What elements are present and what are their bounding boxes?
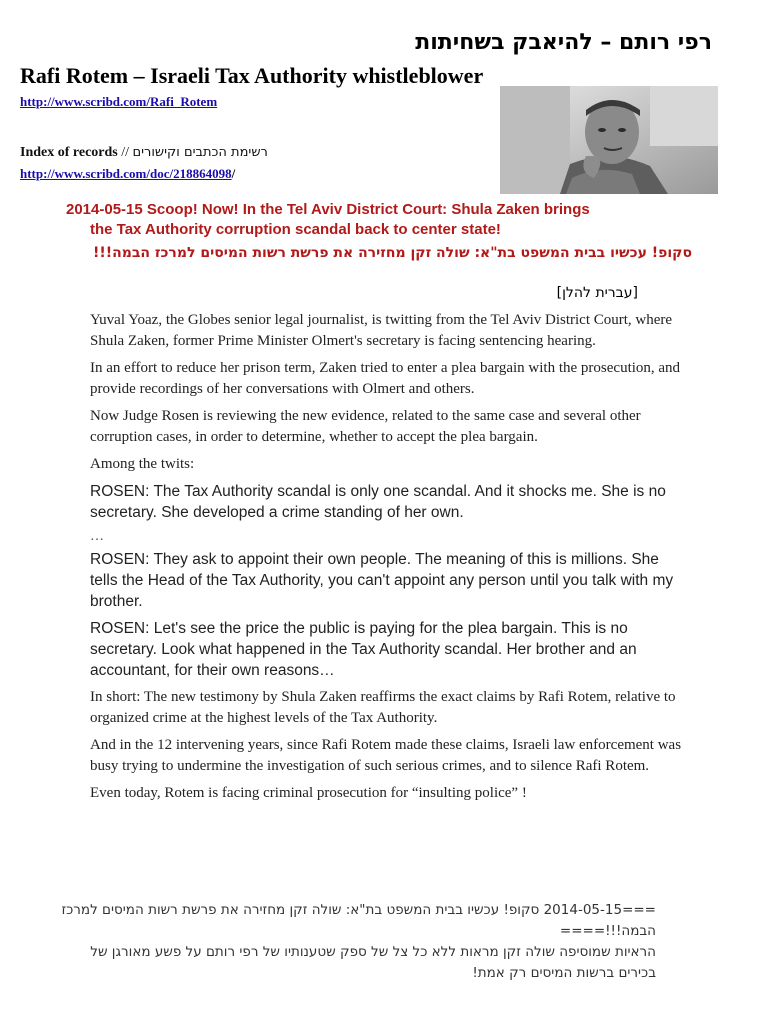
paragraph-intro: Yuval Yoaz, the Globes senior legal journalist, is twitting from the Tel Aviv District Court, where Shula Zaken, former Prime Minister Olmert's secretary is facing sentencing hearing. (90, 312, 673, 349)
portrait-photo (500, 86, 718, 194)
paragraph-in-short: In short: The new testimony by Shula Zaken reaffirms the exact claims by Rafi Rotem, relative to organized crime at the highest levels of the Tax Authority. (90, 689, 676, 726)
index-label: Index of records (20, 145, 118, 160)
index-hebrew-label: רשימת הכתבים וקישורים (132, 145, 268, 160)
paragraph-judge: Now Judge Rosen is reviewing the new evidence, related to the same case and several other corruption cases, in order to determine, whether to accept the plea bargain. (90, 408, 641, 445)
hebrew-footer-line1: ===2014-05-15 סקופ! עכשיו בבית המשפט בת"א: שולה זקן מחזירה את פרשת רשות המיסים למרכז הבמה!!!==== (61, 902, 656, 939)
quote-rosen-3: ROSEN: Let's see the price the public is paying for the plea bargain. This is no secretary. Look what happened in the Tax Authority scandal. Her brother and an accountant, for their own reasons… (90, 620, 637, 679)
scoop-headline-line2: the Tax Authority corruption scandal back to center state! (90, 221, 501, 238)
profile-link[interactable]: http://www.scribd.com/Rafi_Rotem (20, 94, 218, 109)
index-of-records-line (20, 145, 268, 161)
quote-ellipsis: … (90, 529, 104, 544)
paragraph-twelve-years: And in the 12 intervening years, since Rafi Rotem made these claims, Israeli law enforcement was busy trying to undermine the investigation of such serious crimes, and to silence Rafi Rotem. (90, 737, 682, 774)
article-body (90, 310, 690, 810)
hebrew-footer (56, 900, 656, 984)
index-link-line (20, 165, 235, 183)
index-separator: // (117, 145, 133, 160)
quote-rosen-1: ROSEN: The Tax Authority scandal is only one scandal. And it shocks me. She is no secretary. She developed a crime standing of her own. (90, 483, 666, 521)
scoop-headline-english (66, 200, 686, 240)
hebrew-title: רפי רותם – להיאבק בשחיתות (415, 30, 712, 55)
paragraph-plea: In an effort to reduce her prison term, Zaken tried to enter a plea bargain with the prosecution, and provide recordings of her conversations with Olmert and others. (90, 360, 681, 397)
quote-rosen-2: ROSEN: They ask to appoint their own people. The meaning of this is millions. She tells the Head of the Tax Authority, you can't appoint any person until you talk with my brother. (90, 551, 674, 610)
index-link[interactable]: http://www.scribd.com/doc/218864098 (20, 166, 232, 181)
paragraph-among-twits: Among the twits: (90, 456, 195, 472)
scoop-headline-hebrew: סקופ! עכשיו בבית המשפט בת"א: שולה זקן מחזירה את פרשת רשות המיסים למרכז הבמה!!! (92, 245, 692, 261)
hebrew-footer-line2: הראיות שמוסיפה שולה זקן מראות ללא כל צל של ספק שטענותיו של רפי רותם על פשע מאורגן של בכירים ברשות המיסים רק אמת! (90, 944, 656, 981)
hebrew-below-note: [עברית להלן] (556, 285, 638, 301)
scoop-headline-line1: 2014-05-15 Scoop! Now! In the Tel Aviv District Court: Shula Zaken brings (66, 201, 590, 218)
english-title: Rafi Rotem – Israeli Tax Authority whistleblower (20, 63, 484, 88)
paragraph-even-today: Even today, Rotem is facing criminal prosecution for “insulting police” ! (90, 785, 527, 801)
index-link-suffix: / (231, 166, 236, 181)
